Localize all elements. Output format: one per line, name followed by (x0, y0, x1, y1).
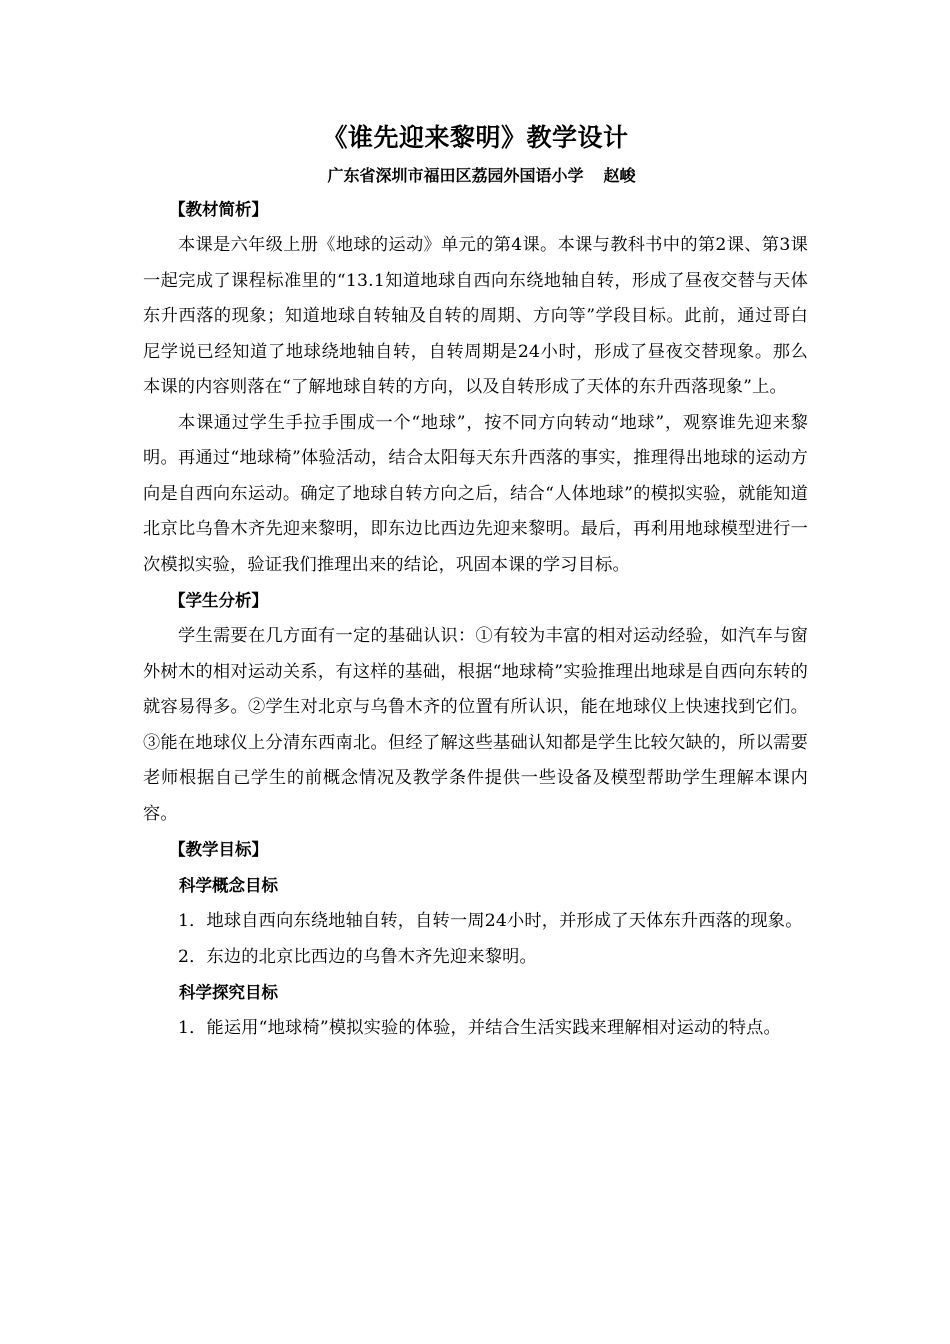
material-paragraph-2: 本课通过学生手拉手围成一个“地球”，按不同方向转动“地球”，观察谁先迎来黎明。再通过“地球椅”体验活动，结合太阳每天东升西落的事实，推理得出地球的运动方向是自西向东运动。确定了地球自转方向之后，结合“人体地球”的模拟实验，就能知道北京比乌鲁木齐先迎来黎明，即东边比西边先迎来黎明。最后，再利用地球模型进行一次模拟实验，验证我们推理出来的结论，巩固本课的学习目标。 (143, 412, 808, 575)
concept-goal-item: 2．东边的北京比西边的乌鲁木齐先迎来黎明。 (178, 946, 537, 967)
material-paragraph-1: 本课是六年级上册《地球的运动》单元的第4课。本课与教科书中的第2课、第3课一起完成了课程标准里的“13.1知道地球自西向东绕地轴自转，形成了昼夜交替与天体东升西落的现象；知道地球自转轴及自转的周期、方向等”学段目标。此前，通过哥白尼学说已经知道了地球绕地轴自转，自转周期是24小时，形成了昼夜交替现象。那么本课的内容则落在“了解地球自转的方向，以及自转形成了天体的东升西落现象”上。 (143, 235, 808, 397)
author-organization: 广东省深圳市福田区荔园外国语小学 (327, 166, 584, 185)
subheading-concept-goals: 科学概念目标 (179, 876, 278, 895)
section-heading-students: 【学生分析】 (169, 591, 268, 610)
subheading-inquiry-goals: 科学探究目标 (179, 983, 278, 1002)
author-name: 赵峻 (603, 166, 636, 185)
inquiry-goal-item: 1．能运用“地球椅”模拟实验的体验，并结合生活实践来理解相对运动的特点。 (178, 1018, 781, 1038)
concept-goal-item: 1．地球自西向东绕地轴自转，自转一周24小时，并形成了天体东升西落的现象。 (178, 911, 803, 931)
section-heading-material: 【教材简析】 (169, 200, 268, 219)
document-title: 《谁先迎来黎明》教学设计 (322, 123, 629, 152)
students-paragraph-1: 学生需要在几方面有一定的基础认识：①有较为丰富的相对运动经验，如汽车与窗外树木的相对运动关系，有这样的基础，根据“地球椅”实验推理出地球是自西向东转的就容易得多。②学生对北京与乌鲁木齐的位置有所认识，能在地球仪上快速找到它们。③能在地球仪上分清东西南北。但经了解这些基础认知都是学生比较欠缺的，所以需要老师根据自己学生的前概念情况及教学条件提供一些设备及模型帮助学生理解本课内容。 (143, 626, 808, 824)
author-line (143, 160, 808, 192)
document-page (143, 118, 808, 1047)
section-heading-goals: 【教学目标】 (169, 840, 268, 859)
